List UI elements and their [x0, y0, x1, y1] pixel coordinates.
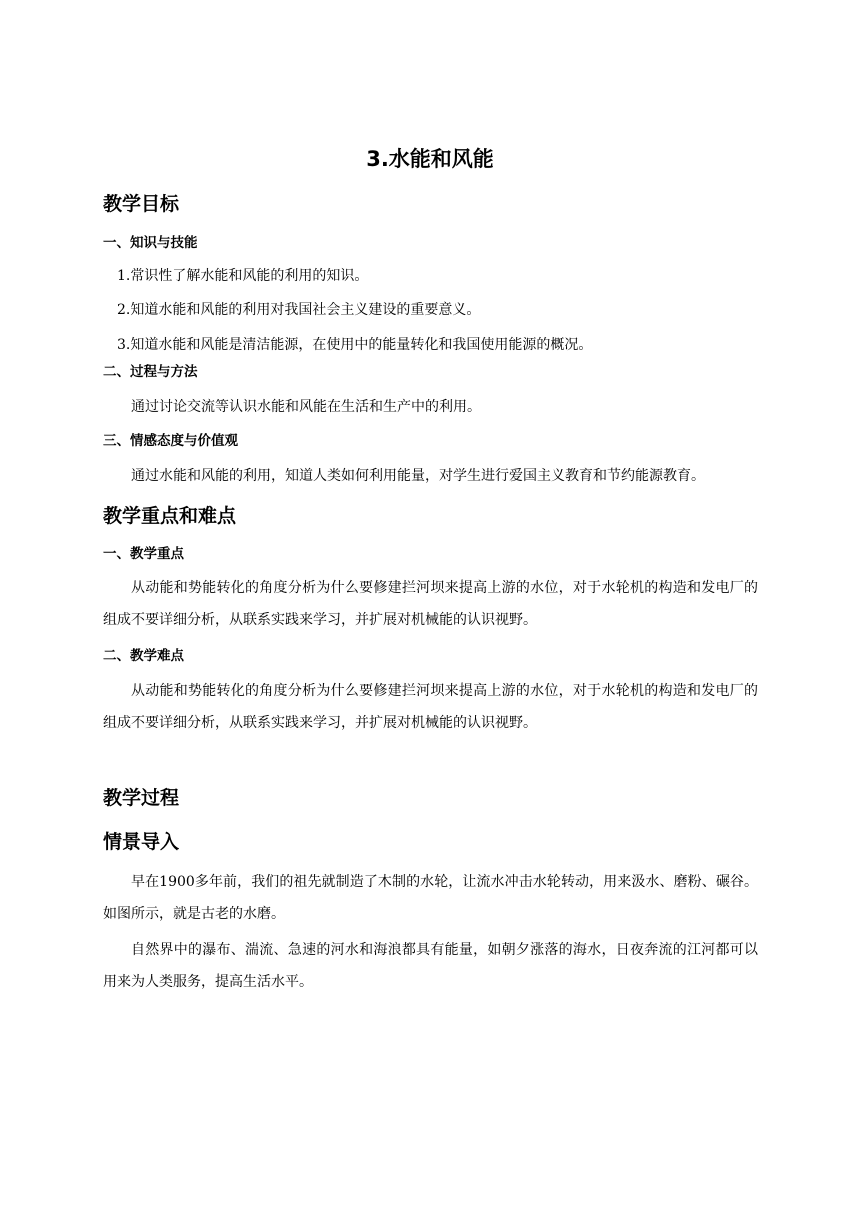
key-point-heading: 一、教学重点	[103, 546, 184, 562]
difficult-point-heading: 二、教学难点	[103, 648, 184, 664]
key-point-text: 从动能和势能转化的角度分析为什么要修建拦河坝来提高上游的水位，对于水轮机的构造和发电厂的组成不要详细分析，从联系实践来学习，并扩展对机械能的认识视野。	[103, 580, 758, 628]
objective-item-2: 2.知道水能和风能的利用对我国社会主义建设的重要意义。	[117, 302, 481, 318]
intro-paragraph-1: 早在1900多年前，我们的祖先就制造了木制的水轮，让流水冲击水轮转动，用来汲水、磨粉、碾谷。如图所示，就是古老的水磨。	[103, 874, 758, 922]
document-title: 3.水能和风能	[366, 147, 494, 171]
objectives-heading: 教学目标	[103, 193, 180, 215]
attitude-values-heading: 三、情感态度与价值观	[103, 433, 238, 449]
difficult-point-text: 从动能和势能转化的角度分析为什么要修建拦河坝来提高上游的水位，对于水轮机的构造和发电厂的组成不要详细分析，从联系实践来学习，并扩展对机械能的认识视野。	[103, 683, 758, 731]
objective-item-3: 3.知道水能和风能是清洁能源，在使用中的能量转化和我国使用能源的概况。	[117, 337, 593, 353]
objective-item-1: 1.常识性了解水能和风能的利用的知识。	[117, 268, 369, 284]
process-heading: 教学过程	[103, 787, 180, 809]
knowledge-skills-heading: 一、知识与技能	[103, 235, 198, 251]
process-method-heading: 二、过程与方法	[103, 364, 198, 380]
intro-paragraph-2: 自然界中的瀑布、湍流、急速的河水和海浪都具有能量，如朝夕涨落的海水，日夜奔流的江河都可以用来为人类服务，提高生活水平。	[103, 942, 758, 990]
attitude-values-text: 通过水能和风能的利用，知道人类如何利用能量，对学生进行爱国主义教育和节约能源教育。	[131, 468, 705, 484]
process-method-text: 通过讨论交流等认识水能和风能在生活和生产中的利用。	[131, 399, 481, 415]
scenario-intro-heading: 情景导入	[103, 831, 180, 853]
key-points-heading: 教学重点和难点	[103, 505, 237, 527]
